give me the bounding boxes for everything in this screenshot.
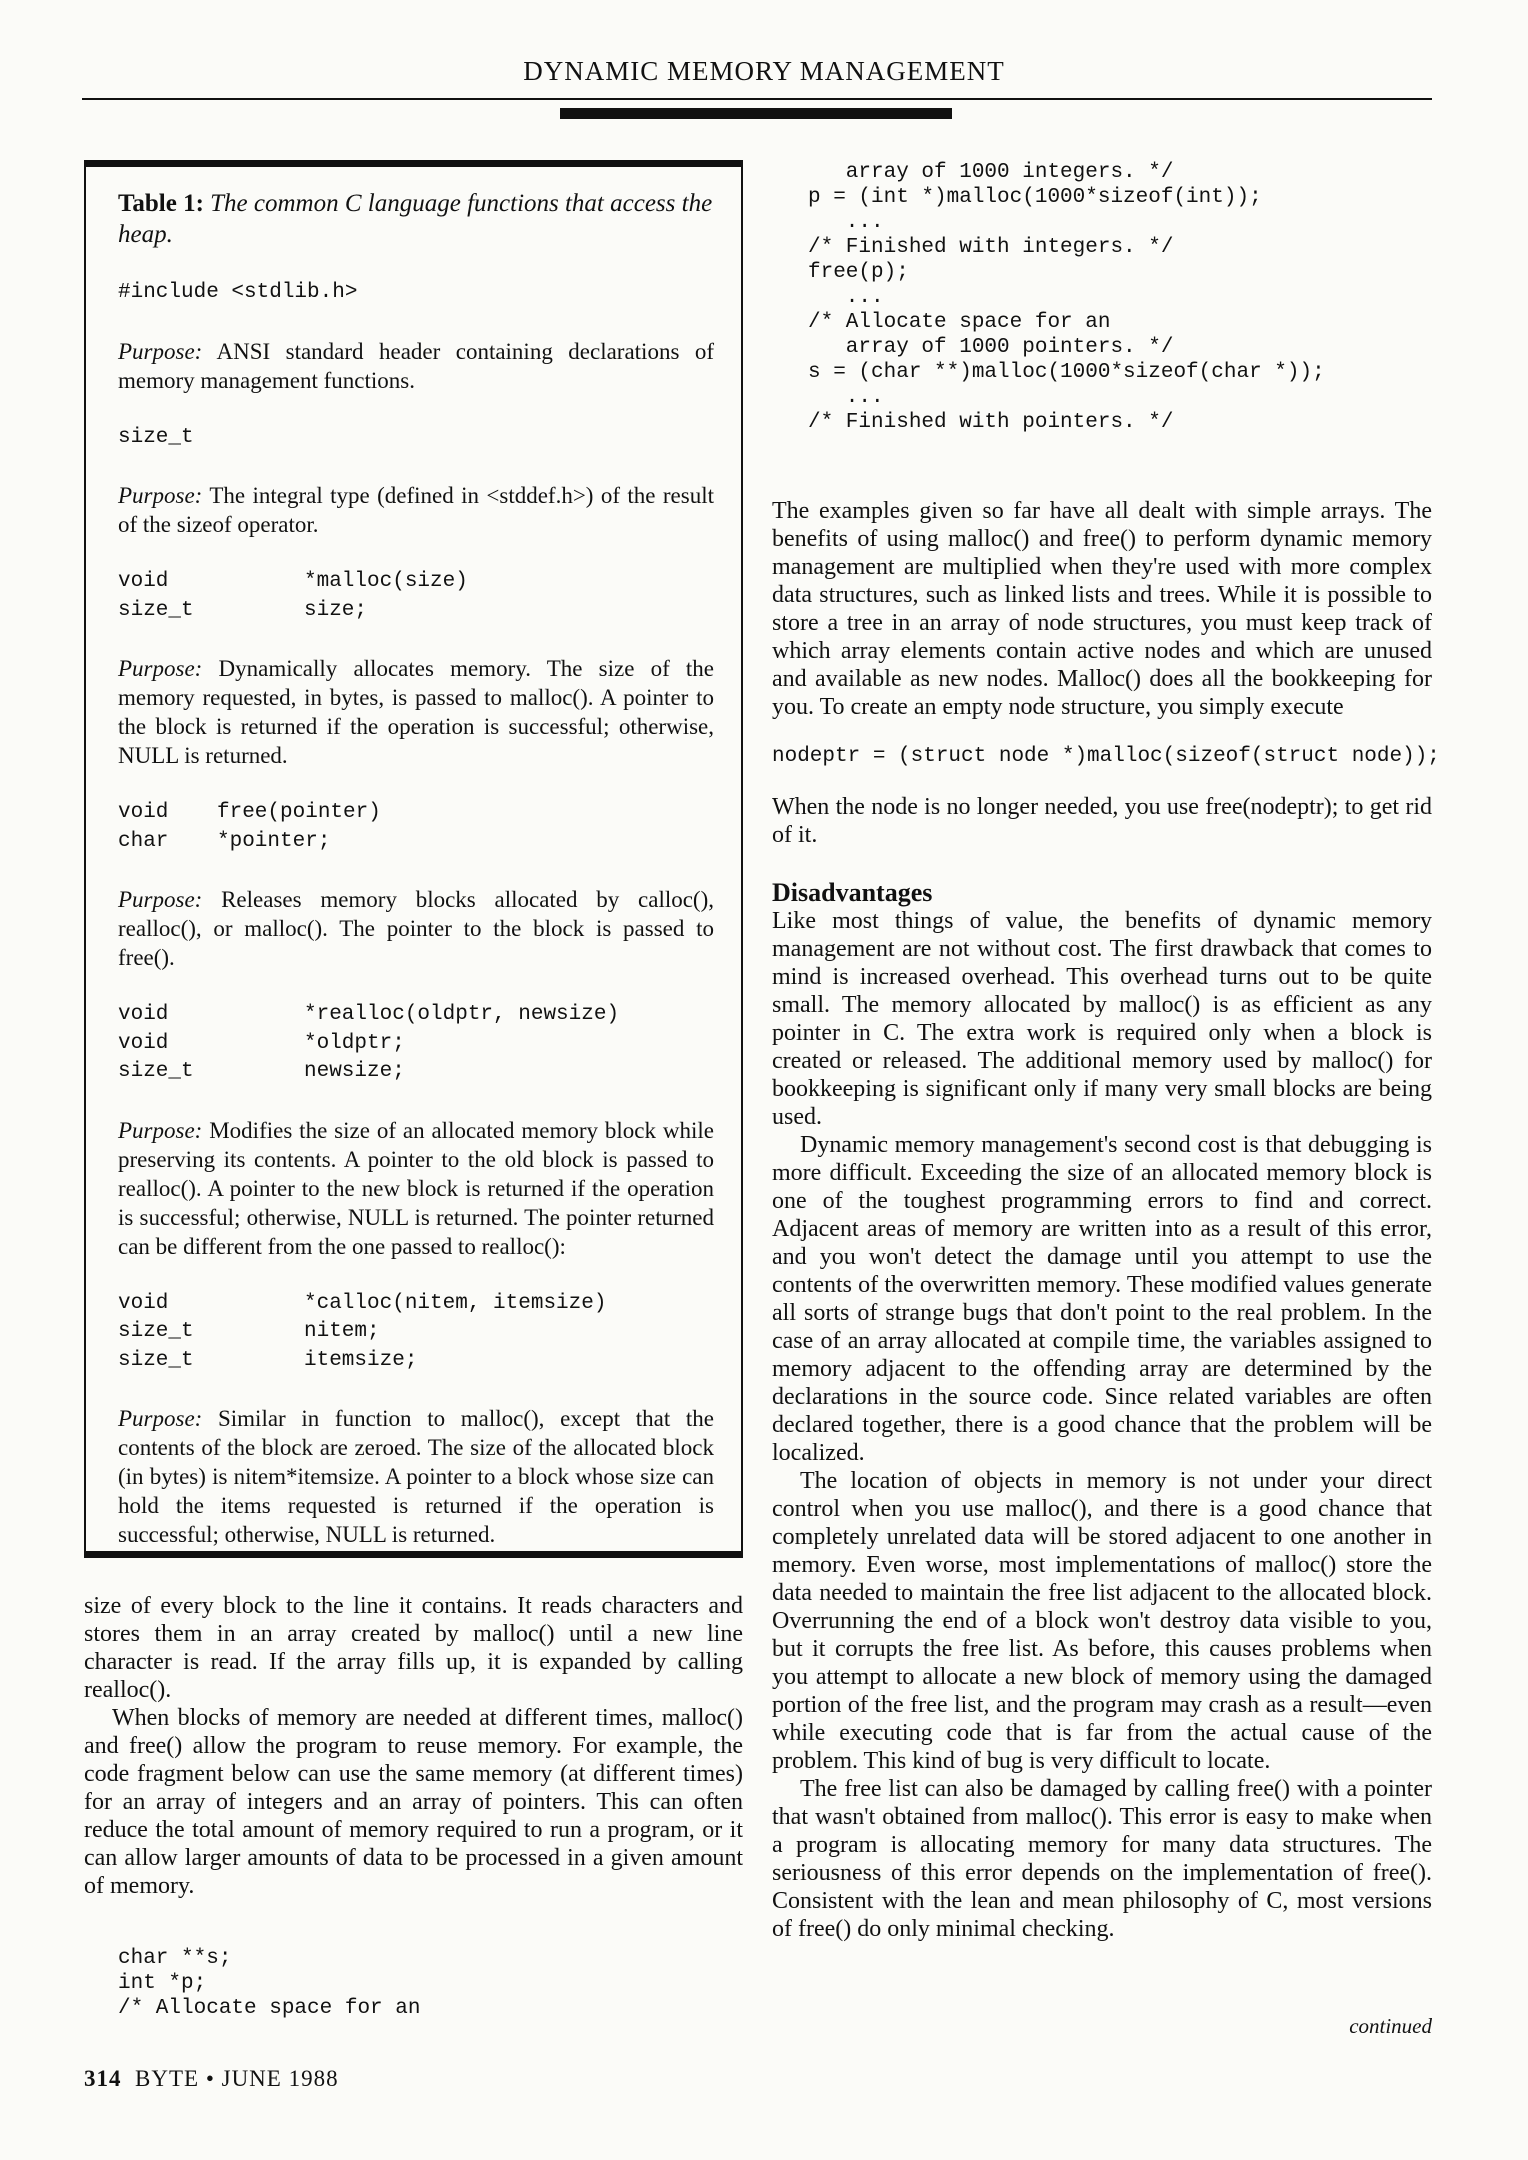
paragraph: Dynamic memory management's second cost is that debugging is more difficult. Exceeding the size of an allocated memory block is one of the toughest programming errors to find and correct. Adjacent areas of memory are written into as a result of this error, and you won't detect the damage until you attempt to use the contents of the overwritten memory. These modified values generate all sorts of strange bugs that don't point to the real problem. In the case of an array allocated at compile time, the variables assigned to memory adjacent to the offending array are determined by the declarations in the source code. Since related variables are often declared together, there is a good chance that the problem will be localized. xyxy=(772,1132,1432,1466)
purpose-label: Purpose: xyxy=(118,1406,203,1431)
code-decl: newsize; xyxy=(304,1060,405,1083)
table-caption xyxy=(118,188,714,250)
code-listing-left: char **s; int *p; /* Allocate space for an xyxy=(118,1947,421,2020)
spacer xyxy=(118,625,714,654)
table-code-line xyxy=(118,1318,714,1347)
spacer xyxy=(118,1087,714,1116)
table-caption-text: The common C language functions that access the heap. xyxy=(118,190,713,248)
table-code-block xyxy=(118,799,714,856)
code-listing-right: array of 1000 integers. */ p = (int *)malloc(1000*sizeof(int)); ... /* Finished with integers. */ free(p); ... /* Allocate space for an array of 1000 pointers. */ s = (char **)malloc(1000*sizeof(char *)); ... /* Finished with pointers. */ xyxy=(808,161,1325,434)
table-code-line xyxy=(118,1030,714,1059)
paragraph: When blocks of memory are needed at different times, malloc() and free() allow the program to reuse memory. For example, the code fragment below can use the same memory (at different times) for an array of integers and an array of pointers. This can often reduce the total amount of memory required to run a program, or it can allow larger amounts of data to be processed in a given amount of memory. xyxy=(84,1705,743,1899)
code-decl: *calloc(nitem, itemsize) xyxy=(304,1291,607,1315)
table-code-block xyxy=(118,1001,714,1087)
continued-label: continued xyxy=(1349,2014,1432,2038)
paragraph: The free list can also be damaged by calling free() with a pointer that wasn't obtained from malloc(). This error is easy to make when a program is allocating memory for many data structures. The seriousness of this error depends on the implementation of free(). Consistent with the lean and mean philosophy of C, most versions of free() do only minimal checking. xyxy=(772,1776,1432,1942)
code-type: void xyxy=(118,1003,169,1026)
code-type: size_t xyxy=(118,425,194,449)
paragraph: size of every block to the line it contains. It reads characters and stores them in an array created by malloc() until a new line character is read. If the array fills up, it is expanded by calling realloc(). xyxy=(84,1593,743,1703)
page-number: 314 xyxy=(84,2066,122,2091)
spacer xyxy=(118,539,714,568)
table-code-line xyxy=(118,279,714,308)
spacer xyxy=(118,856,714,885)
purpose-text: Dynamically allocates memory. The size of the memory requested, in bytes, is passed to malloc(). A pointer to the block is returned if the operation is successful; otherwise, NULL is returned. xyxy=(118,656,715,768)
code-type: #include <stdlib.h> xyxy=(118,281,358,304)
table-code-block xyxy=(118,568,714,625)
paragraph: When the node is no longer needed, you use free(nodeptr); to get rid of it. xyxy=(772,794,1432,848)
purpose-text: Modifies the size of an allocated memory block while preserving its contents. A pointer to the old block is passed to realloc(). A pointer to the new block is returned if the operation is successful; otherwise, NULL is returned. The pointer returned can be different from the one passed to realloc(): xyxy=(118,1117,715,1259)
code-decl: *realloc(oldptr, newsize) xyxy=(304,1003,620,1026)
code-decl: size; xyxy=(304,598,368,622)
table-top-bar xyxy=(84,160,743,167)
table-code-line xyxy=(118,1290,714,1319)
page-footer: 314 BYTE • JUNE 1988 xyxy=(84,2066,339,2091)
purpose-text: ANSI standard header containing declarations of memory management functions. xyxy=(118,338,715,393)
code-type: void xyxy=(118,570,169,593)
table-code-line xyxy=(118,1001,714,1030)
table-code-block xyxy=(118,279,714,308)
code-type: void xyxy=(118,801,169,824)
left-column-body xyxy=(84,1592,743,1900)
spacer xyxy=(118,250,714,279)
purpose-label: Purpose: xyxy=(118,656,203,681)
spacer xyxy=(118,395,714,424)
table-code-line xyxy=(118,597,714,626)
purpose-text: The integral type (defined in <stddef.h>) of the result of the sizeof operator. xyxy=(118,483,714,537)
table-code-line xyxy=(118,799,714,828)
purpose-label: Purpose: xyxy=(118,887,203,912)
magazine-name: BYTE xyxy=(135,2066,200,2091)
table-purpose xyxy=(118,1404,714,1549)
table-code-line xyxy=(118,1347,714,1376)
table-code-line xyxy=(118,568,714,597)
spacer xyxy=(118,770,714,799)
spacer xyxy=(118,308,714,337)
table-entries xyxy=(118,250,714,1549)
right-column-body xyxy=(772,497,1440,1943)
table-purpose xyxy=(118,481,714,539)
header-rule xyxy=(82,98,1432,100)
purpose-label: Purpose: xyxy=(118,483,203,508)
code-decl: *oldptr; xyxy=(304,1031,405,1055)
code-type: void xyxy=(118,1031,169,1055)
spacer xyxy=(118,972,714,1001)
table-purpose xyxy=(118,885,714,972)
table-purpose xyxy=(118,1116,714,1261)
table-purpose xyxy=(118,337,714,395)
code-decl: itemsize; xyxy=(304,1348,418,1372)
issue-date: JUNE 1988 xyxy=(221,2066,339,2091)
header-bar xyxy=(560,108,952,119)
table-code-line xyxy=(118,1058,714,1087)
running-header: DYNAMIC MEMORY MANAGEMENT xyxy=(523,56,1005,86)
table-caption-label: Table 1: xyxy=(118,190,204,217)
purpose-label: Purpose: xyxy=(118,338,203,364)
code-type: void xyxy=(118,1291,169,1315)
code-type: char xyxy=(118,829,169,853)
paragraph: The location of objects in memory is not under your direct control when you use malloc(), and there is a good chance that completely unrelated data will be stored adjacent to one another in memory. Even worse, most implementations of malloc() store the data needed to maintain the free list adjacent to the allocated block. Overrunning the end of a block won't destroy data visible to you, but it corrupts the free list. As before, this causes problems when you attempt to allocate a new block of memory using the damaged portion of the free list, and the program may crash as a result—even while executing code that is far from the actual cause of the problem. This kind of bug is very difficult to locate. xyxy=(772,1468,1432,1774)
table-1-box xyxy=(84,160,743,1558)
table-code-block xyxy=(118,1290,714,1376)
section-heading: Disadvantages xyxy=(772,878,933,907)
table-code-line xyxy=(118,828,714,857)
paragraph: Like most things of value, the benefits of dynamic memory management are not without cost. The first drawback that comes to mind is increased overhead. This overhead turns out to be quite small. The memory allocated by malloc() is as efficient as any pointer in C. The extra work is required only when a block is created or released. The additional memory used by malloc() for bookkeeping is significant only if many very small blocks are being used. xyxy=(772,908,1432,1130)
code-line: nodeptr = (struct node *)malloc(sizeof(struct node)); xyxy=(772,745,1440,768)
code-decl: *pointer; xyxy=(217,829,331,853)
table-bottom-bar xyxy=(84,1551,743,1558)
paragraph: The examples given so far have all dealt with simple arrays. The benefits of using malloc() and free() to perform dynamic memory management are multiplied when they're used with more complex data structures, such as linked lists and trees. While it is possible to store a tree in an array of node structures, you must keep track of which array elements contain active nodes and which are unused and available as new nodes. Malloc() does all the bookkeeping for you. To create an empty node structure, you simply execute xyxy=(772,498,1432,720)
table-content xyxy=(118,188,714,1549)
spacer xyxy=(118,1375,714,1404)
purpose-label: Purpose: xyxy=(118,1117,203,1143)
purpose-text: Similar in function to malloc(), except that the contents of the block are zeroed. The size of the allocated block (in bytes) is nitem*itemsize. A pointer to a block whose size can hold the items requested is returned if the operation is successful; otherwise, NULL is returned. xyxy=(118,1406,714,1547)
code-decl: *malloc(size) xyxy=(304,570,468,593)
spacer xyxy=(118,452,714,481)
code-type: size_t xyxy=(118,598,194,622)
code-type: size_t xyxy=(118,1348,194,1372)
table-code-line xyxy=(118,424,714,453)
purpose-text: Releases memory blocks allocated by calloc(), realloc(), or malloc(). The pointer to the block is passed to free(). xyxy=(118,887,714,970)
table-purpose xyxy=(118,654,714,770)
code-decl: free(pointer) xyxy=(217,801,381,824)
code-type: size_t xyxy=(118,1060,194,1083)
spacer xyxy=(118,1261,714,1290)
code-type: size_t xyxy=(118,1320,194,1343)
table-code-block xyxy=(118,424,714,453)
code-decl: nitem; xyxy=(304,1320,380,1343)
